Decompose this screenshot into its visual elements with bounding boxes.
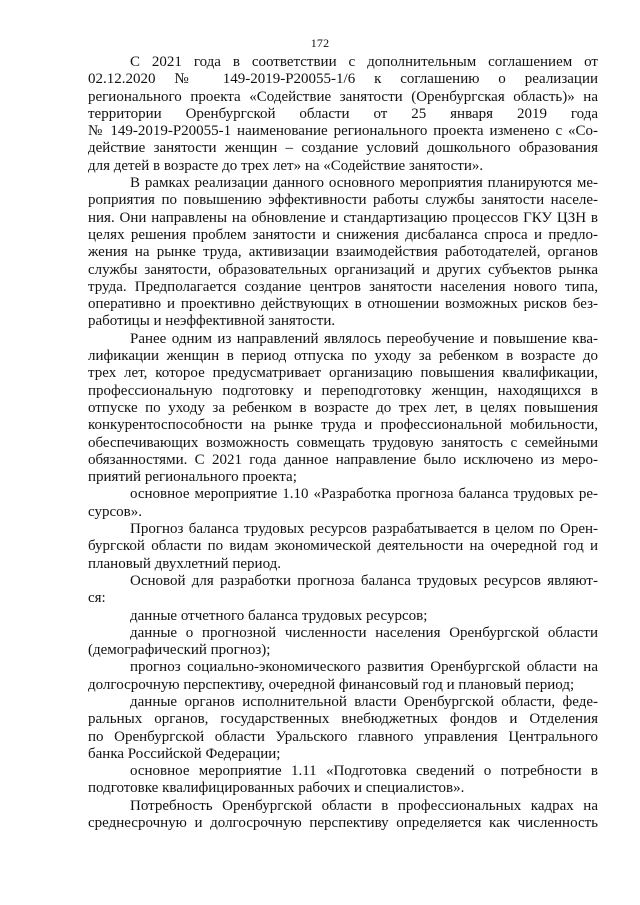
text-line: целях решения проблем занятости и снижения дисбаланса спроса и предло- [88, 226, 598, 243]
text-line: действие занятости женщин – создание условий дошкольного образования [88, 140, 598, 157]
text-line: № 149-2019-Р20055-1 наименование регионального проекта изменено с «Со- [88, 123, 598, 140]
text-line: лификации женщин в период отпуска по уходу за ребенком в возрасте до [88, 348, 598, 365]
text-line: Основой для разработки прогноза баланса трудовых ресурсов являют- [130, 572, 598, 589]
text-line: для детей в возрасте до трех лет» на «Содействие занятости». [88, 157, 484, 174]
text-line: трех лет, которое предусматривает организацию повышения квалификации, [88, 365, 598, 382]
text-line: профессиональную подготовку и переподготовку женщин, находящихся в [88, 382, 598, 399]
text-line: роприятия по повышению эффективности работы службы занятости населе- [88, 192, 598, 209]
body-text [88, 54, 598, 832]
text-line: территории Оренбургской области от 25 января 2019 года [88, 105, 598, 122]
text-line: жения на рынке труда, активизации взаимодействия работодателей, органов [88, 244, 598, 261]
text-line: среднесрочную и долгосрочную перспективу определяется как численность [88, 815, 598, 832]
text-line: основное мероприятие 1.11 «Подготовка сведений о потребности в [130, 763, 598, 780]
text-line: Потребность Оренбургской области в профессиональных кадрах на [130, 797, 598, 814]
text-line: ся: [88, 590, 106, 607]
text-line: труда. Предполагается создание центров занятости населения нового типа, [88, 278, 598, 295]
text-line: данные о прогнозной численности населения Оренбургской области [130, 624, 598, 641]
text-line: данные отчетного баланса трудовых ресурсов; [130, 607, 428, 624]
text-line: (демографический прогноз); [88, 642, 271, 659]
text-line: подготовке квалифицированных рабочих и специалистов». [88, 780, 465, 797]
text-line: долгосрочную перспективу, очередной финансовый год и плановый период; [88, 676, 575, 693]
text-line: В рамках реализации данного основного мероприятия планируются ме- [130, 175, 598, 192]
text-line: Прогноз баланса трудовых ресурсов разрабатывается в целом по Орен- [130, 521, 598, 538]
text-line: службы занятости, образовательных организаций и других субъектов рынка [88, 261, 598, 278]
text-line: ральных органов, государственных внебюджетных фондов и Отделения [88, 711, 598, 728]
text-line: С 2021 года в соответствии с дополнительным соглашением от [130, 54, 598, 70]
text-line: оперативно и проективно действующих в отношении возможных рисков без- [88, 296, 598, 313]
text-line: прогноз социально-экономического развития Оренбургской области на [130, 659, 598, 676]
text-line: 02.12.2020 № 149-2019-Р20055-1/6 к соглашению о реализации [88, 71, 598, 88]
text-line: по Оренбургской области Уральского главного управления Центрального [88, 728, 598, 745]
text-line: регионального проекта «Содействие занятости (Оренбургская область)» на [88, 88, 598, 105]
text-line: Ранее одним из направлений являлось переобучение и повышение ква- [130, 330, 598, 347]
text-line: основное мероприятие 1.10 «Разработка прогноза баланса трудовых ре- [130, 486, 598, 503]
text-line: конкурентоспособности на рынке труда и профессиональной мобильности, [88, 417, 598, 434]
text-line: бургской области по видам экономической деятельности на очередной год и [88, 538, 598, 555]
text-line: сурсов». [88, 503, 142, 520]
text-line: приятий регионального проекта; [88, 469, 297, 486]
text-line: банка Российской Федерации; [88, 745, 281, 762]
text-line: данные органов исполнительной власти Оренбургской области, феде- [130, 693, 598, 710]
text-line: ния. Они направлены на обновление и стандартизацию процессов ГКУ ЦЗН в [88, 209, 598, 226]
text-line: плановый двухлетний период. [88, 555, 282, 572]
text-line: работицы и неэффективной занятости. [88, 313, 336, 330]
text-line: отпуске по уходу за ребенком в возрасте до трех лет, в целях повышения [88, 399, 598, 416]
text-line: обязанностями. С 2021 года данное направление было исключено из меро- [88, 451, 598, 468]
text-line: обеспечивающих возможность совмещать трудовую занятость с семейными [88, 434, 598, 451]
page-number: 172 [310, 36, 330, 50]
